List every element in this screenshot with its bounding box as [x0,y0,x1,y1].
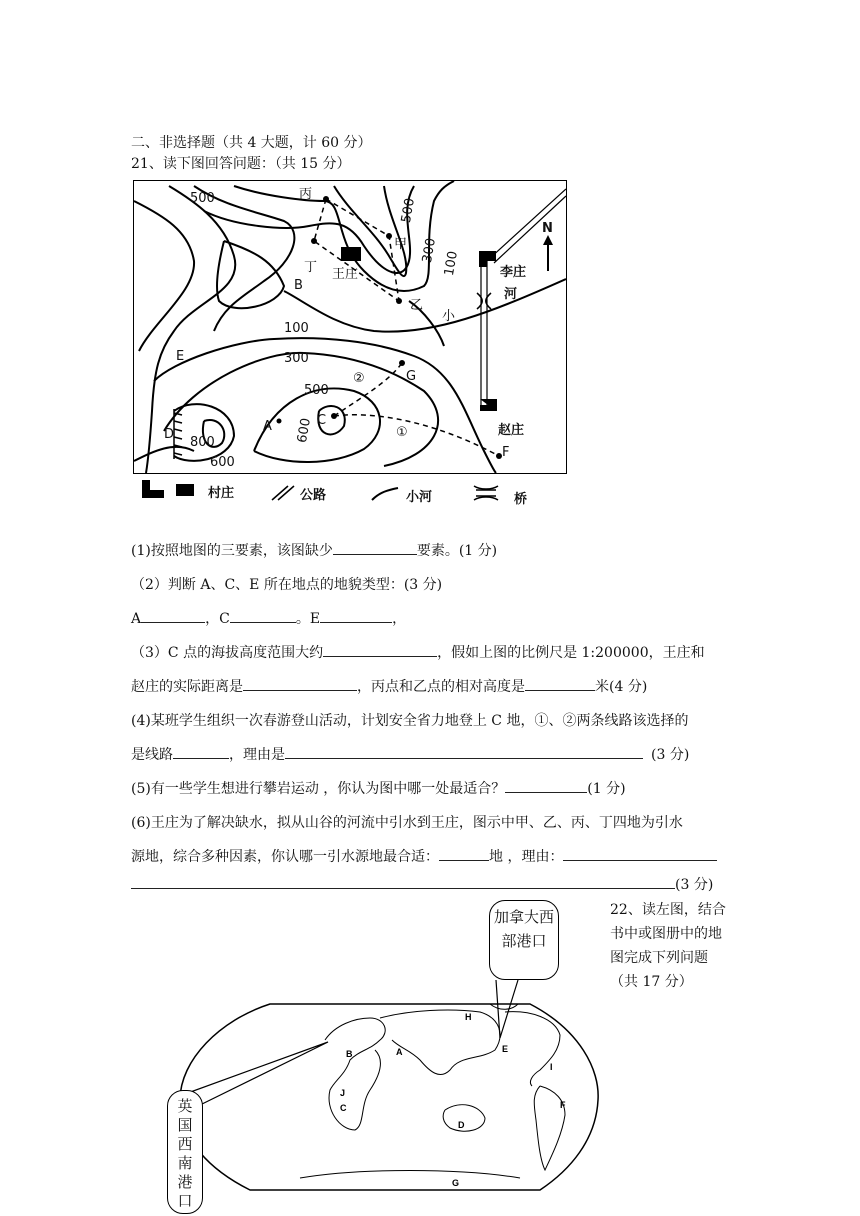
legend-bridge: 桥 [514,492,528,507]
label-j: J [340,1088,346,1098]
answer-blank[interactable] [173,744,229,759]
q21-item-5: (5)有一些学生想进行攀岩运动 ，你认为图中哪一处最适合？ (1 分) [131,778,626,798]
contour-label-500b: 500 [398,196,418,225]
label-f: F [560,1100,566,1110]
answer-blank[interactable] [285,744,643,759]
point-e: E [176,349,185,364]
q21-item-1: (1)按照地图的三要素，该图缺少 要素。(1 分) [131,540,497,560]
point-b: B [294,278,303,293]
village-zhaozhuang: 赵庄 [498,423,525,438]
label-e: E [502,1044,509,1054]
river-label-xiao: 小 [442,309,456,324]
river-label-he: 河 [504,287,518,302]
contour-label-300b: 300 [284,351,309,366]
point-jia: 甲 [394,237,408,252]
q21-item-3-cont: 赵庄的实际距离是 ，丙点和乙点的相对高度是 米(4 分) [131,676,647,696]
q21-item-6-line: (3 分) [131,874,713,894]
contour-label-100: 100 [441,249,461,278]
route-2-label: ② [353,371,365,386]
callout-uk-port: 英 国 西 南 港 口 [167,1090,203,1214]
contour-label-300: 300 [419,236,439,265]
contour-label-600: 600 [294,416,314,445]
answer-blank-a[interactable] [141,608,205,623]
q21-item-2: （2）判断 A、C、E 所在地点的地貌类型：(3 分) [131,577,443,593]
answer-blank[interactable] [243,676,357,691]
answer-blank-c[interactable] [230,608,296,623]
callout-canada-port: 加拿大西部港口 [489,900,559,980]
point-a: A [263,419,272,434]
label-i: I [550,1062,553,1072]
answer-blank[interactable] [505,778,587,793]
contour-label-500: 500 [190,191,215,206]
q21-item-4: (4)某班学生组织一次春游登山活动，计划安全省力地登上 C 地，①、②两条线路该选择的 [131,713,689,729]
q21-item-6-cont: 源地，综合多种因素，你认哪一引水源地最合适： 地 ，理由： [131,846,717,866]
contour-label-800: 800 [190,435,215,450]
label-d: D [458,1120,465,1130]
label-b: B [346,1049,353,1059]
point-g: G [406,369,417,384]
q21-item-3: （3）C 点的海拔高度范围大约 ，假如上图的比例尺是 1:200000，王庄和 [131,642,705,662]
point-c: C [317,413,327,428]
route-1-label: ① [396,425,408,440]
legend-road: 公路 [300,488,327,503]
answer-blank[interactable] [333,540,417,555]
point-d: D [164,427,175,442]
section-title: 二、非选择题（共 4 大题，计 60 分） [131,135,372,151]
answer-blank[interactable] [439,846,489,861]
q21-item-2-answers: A ，C 。E ， [131,608,406,628]
answer-blank[interactable] [323,642,437,657]
north-label: N [542,221,553,236]
point-f: F [502,445,510,460]
point-ding: 丁 [304,260,318,275]
point-bing: 丙 [299,187,313,202]
answer-blank[interactable] [563,846,717,861]
contour-label-500c: 500 [304,383,329,398]
answer-blank[interactable] [525,676,595,691]
contour-label-600b: 600 [210,455,235,470]
answer-blank-e[interactable] [320,608,392,623]
point-wangzhuang: 王庄 [332,267,359,282]
label-c: C [340,1103,347,1113]
map-legend [140,478,580,508]
point-yi: 乙 [410,298,424,313]
label-g: G [452,1178,460,1188]
legend-river: 小河 [406,490,433,505]
topographic-map [133,180,567,474]
village-lizhuang: 李庄 [500,265,527,280]
q21-item-4-cont: 是线路 ，理由是 (3 分) [131,744,689,764]
q21-item-6: (6)王庄为了解决缺水，拟从山谷的河流中引水到王庄，图示中甲、乙、丙、丁四地为引水 [131,815,683,831]
question-21-title: 21、读下图回答问题：（共 15 分） [131,156,351,172]
label-h: H [465,1012,472,1022]
answer-blank[interactable] [131,874,675,889]
label-a: A [396,1047,403,1057]
legend-village: 村庄 [208,486,235,501]
question-22-text: 22、读左图，结合书中或图册中的地图完成下列问题（共 17 分） [610,902,726,990]
contour-label-100b: 100 [284,321,309,336]
